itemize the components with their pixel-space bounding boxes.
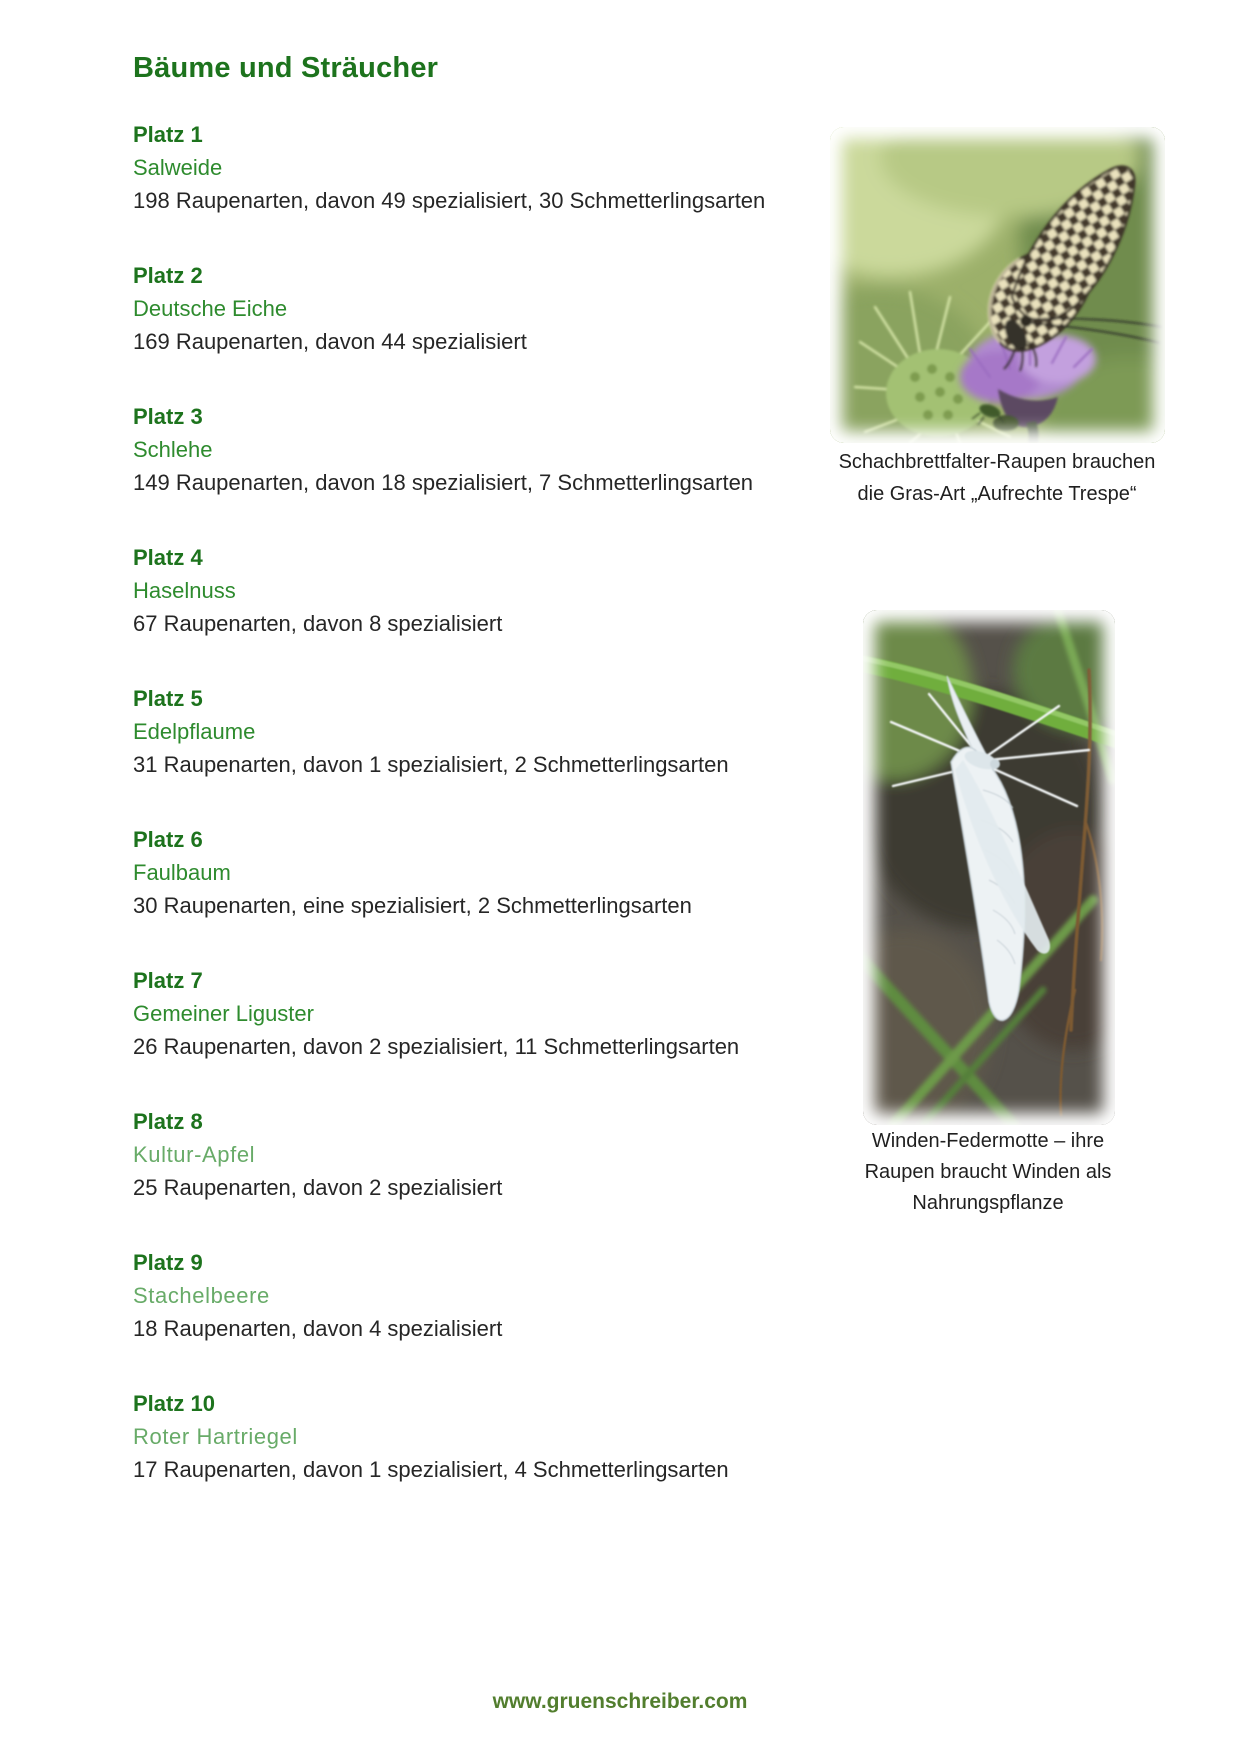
- caption-line: Raupen braucht Winden als: [864, 1161, 1112, 1183]
- page-title: Bäume und Sträucher: [133, 52, 439, 84]
- rank-label: Platz 4: [133, 545, 203, 570]
- plant-name: Deutsche Eiche: [133, 296, 288, 321]
- list-item: [133, 1387, 833, 1528]
- caption-line: Winden-Federmotte – ihre: [871, 1130, 1105, 1152]
- species-stats: 169 Raupenarten, davon 44 spezialisiert: [133, 329, 527, 354]
- list-item: [133, 964, 833, 1105]
- list-item: [133, 823, 833, 964]
- species-stats: 26 Raupenarten, davon 2 spezialisiert, 11 Schmetterlingsarten: [133, 1034, 740, 1059]
- list-item: [133, 682, 833, 823]
- list-item: [133, 259, 833, 400]
- caption-line: Schachbrettfalter-Raupen brauchen: [838, 451, 1156, 473]
- rank-label: Platz 1: [133, 122, 203, 147]
- species-stats: 25 Raupenarten, davon 2 spezialisiert: [133, 1175, 503, 1200]
- species-stats: 30 Raupenarten, eine spezialisiert, 2 Schmetterlingsarten: [133, 893, 692, 918]
- caption-line: die Gras-Art „Aufrechte Trespe“: [857, 483, 1137, 505]
- plant-name: Roter Hartriegel: [133, 1424, 298, 1449]
- rank-label: Platz 9: [133, 1250, 203, 1275]
- moth-photo-caption: [838, 1126, 1138, 1219]
- species-stats: 67 Raupenarten, davon 8 spezialisiert: [133, 611, 503, 636]
- rank-label: Platz 5: [133, 686, 203, 711]
- rank-label: Platz 7: [133, 968, 203, 993]
- plant-name: Salweide: [133, 155, 223, 180]
- list-item: [133, 1105, 833, 1246]
- plant-name: Edelpflaume: [133, 719, 256, 744]
- rank-label: Platz 2: [133, 263, 203, 288]
- species-stats: 17 Raupenarten, davon 1 spezialisiert, 4 Schmetterlingsarten: [133, 1457, 729, 1482]
- plant-name: Gemeiner Liguster: [133, 1001, 314, 1026]
- butterfly-photo-caption: [812, 446, 1182, 510]
- list-item: [133, 400, 833, 541]
- plant-name: Haselnuss: [133, 578, 236, 603]
- butterfly-photo: [830, 127, 1165, 443]
- plume-moth-illustration: [863, 610, 1115, 1125]
- rank-label: Platz 8: [133, 1109, 203, 1134]
- plant-name: Kultur-Apfel: [133, 1142, 256, 1167]
- species-stats: 149 Raupenarten, davon 18 spezialisiert, 7 Schmetterlingsarten: [133, 470, 754, 495]
- species-stats: 31 Raupenarten, davon 1 spezialisiert, 2 Schmetterlingsarten: [133, 752, 729, 777]
- moth-photo: [863, 610, 1115, 1125]
- caption-line: Nahrungspflanze: [912, 1192, 1064, 1214]
- rank-label: Platz 6: [133, 827, 203, 852]
- rank-label: Platz 3: [133, 404, 203, 429]
- plant-name: Faulbaum: [133, 860, 231, 885]
- plant-name: Schlehe: [133, 437, 213, 462]
- butterfly-on-thistle-illustration: [830, 127, 1165, 443]
- footer-url[interactable]: www.gruenschreiber.com: [492, 1690, 748, 1713]
- list-item: [133, 1246, 833, 1387]
- rank-label: Platz 10: [133, 1391, 215, 1416]
- list-item: [133, 118, 833, 259]
- ranking-list: [133, 118, 833, 1528]
- plant-name: Stachelbeere: [133, 1283, 270, 1308]
- list-item: [133, 541, 833, 682]
- species-stats: 18 Raupenarten, davon 4 spezialisiert: [133, 1316, 503, 1341]
- species-stats: 198 Raupenarten, davon 49 spezialisiert, 30 Schmetterlingsarten: [133, 188, 766, 213]
